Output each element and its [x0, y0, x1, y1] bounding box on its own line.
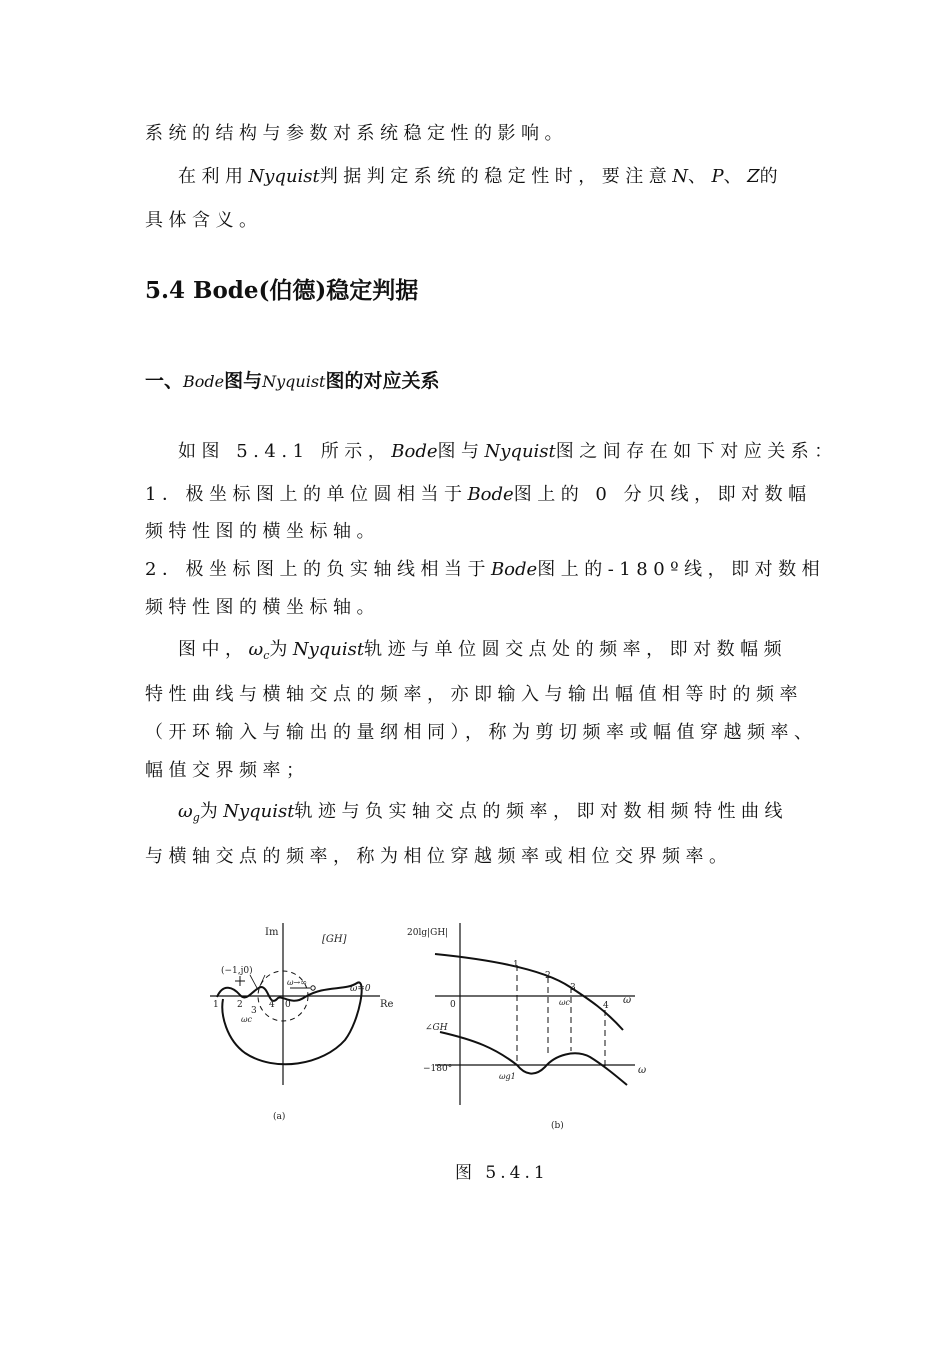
- separator: 、: [688, 166, 712, 187]
- magnitude-axis-label: 20lg|GH|: [407, 928, 449, 938]
- text-run: 2．极坐标图上的负实轴线相当于: [145, 559, 491, 580]
- text-run: 图与: [437, 441, 485, 462]
- symbol-n: N: [672, 166, 689, 187]
- term-bode: Bode: [490, 559, 538, 580]
- term-nyquist: Nyquist: [292, 639, 365, 660]
- text-run: 图上的 0 分贝线，即对数幅: [513, 484, 812, 505]
- term-nyquist: Nyquist: [223, 801, 295, 822]
- symbol-omega: ω: [178, 801, 193, 822]
- minus-180-label: −180°: [423, 1064, 453, 1074]
- nyquist-plot: [210, 923, 380, 1085]
- term-nyquist: Nyquist: [248, 166, 320, 187]
- phase-axis-label: ∠GH: [425, 1023, 448, 1033]
- bode-point-4: 4: [603, 1001, 609, 1011]
- bode-point-3: 3: [570, 983, 576, 993]
- caption-b: (b): [551, 1121, 564, 1131]
- subscript: c: [263, 649, 270, 662]
- infinity-end: [311, 986, 315, 990]
- bode-point-1: 1: [513, 960, 519, 970]
- subsection-title: [145, 366, 440, 393]
- list-item-line: 频特性图的横坐标轴。: [145, 597, 380, 618]
- subscript: g: [192, 811, 200, 824]
- text-run: 轨迹与单位圆交点处的频率，即对数幅频: [364, 639, 788, 660]
- text-run: 一、: [145, 370, 184, 392]
- critical-point-label: (−1,j0): [221, 966, 253, 976]
- paragraph-line: [178, 800, 788, 830]
- wc-label-b: ωc: [559, 998, 571, 1007]
- text-run: 如图 5.4.1 所示，: [178, 441, 392, 462]
- im-label: Im: [265, 927, 279, 938]
- text-run: 1．极坐标图上的单位圆相当于: [145, 484, 468, 505]
- symbol-z: Z: [747, 166, 760, 187]
- callout-line: [259, 975, 265, 988]
- paragraph-line: 具体含义。: [145, 210, 263, 231]
- nyquist-curve: [217, 982, 362, 1064]
- re-label: Re: [380, 999, 394, 1010]
- text-run: 图中，: [178, 639, 249, 660]
- text-run: 轨迹与负实轴交点的频率，即对数相频特性曲线: [294, 801, 788, 822]
- text-run: 图的对应关系: [325, 370, 440, 392]
- point-2-label: 2: [237, 1000, 243, 1010]
- wc-label-a: ωc: [241, 1015, 253, 1024]
- zero-db-label: 0: [450, 1000, 456, 1010]
- paragraph-line: 系统的结构与参数对系统稳定性的影响。: [145, 123, 568, 144]
- text-run: 为: [199, 801, 224, 822]
- term-bode: Bode: [183, 372, 225, 391]
- omega-infinity-label: ω→∞: [287, 978, 307, 987]
- wg1-label: ωg1: [499, 1072, 516, 1081]
- list-item-line: 频特性图的横坐标轴。: [145, 521, 380, 542]
- bode-point-2: 2: [545, 971, 551, 981]
- paragraph-line: [178, 440, 838, 464]
- paragraph-line: [178, 638, 787, 668]
- text-run: 在利用: [178, 166, 249, 187]
- text-run: 判据判定系统的稳定性时，要注意: [319, 166, 673, 187]
- term-bode: Bode: [391, 441, 438, 462]
- text-run: 的: [759, 166, 784, 187]
- symbol-omega: ω: [248, 639, 264, 660]
- paragraph-line: 特性曲线与横轴交点的频率，亦即输入与输出幅值相等时的频率: [145, 684, 803, 705]
- list-item-line: [145, 558, 825, 582]
- figure-5-4-1: [195, 915, 655, 1145]
- paragraph-line: （开环输入与输出的量纲相同），称为剪切频率或幅值穿越频率、: [145, 722, 818, 743]
- section-title: 5.4 Bode(伯德)稳定判据: [145, 277, 419, 304]
- paragraph-line: 幅值交界频率；: [145, 760, 310, 781]
- text-run: 图与: [224, 370, 263, 392]
- figure-caption: 图 5.4.1: [455, 1163, 549, 1183]
- gh-label: [GH]: [322, 934, 347, 945]
- callout-line: [250, 975, 257, 988]
- point-3-label: 3: [251, 1006, 257, 1016]
- magnitude-curve: [435, 954, 623, 1030]
- paragraph-line: [178, 165, 783, 189]
- bode-plot: [435, 923, 635, 1105]
- text-run: 为: [269, 639, 293, 660]
- text-run: 图上的-180º线，即对数相: [537, 559, 826, 580]
- term-bode: Bode: [467, 484, 514, 505]
- separator: 、: [723, 166, 748, 187]
- term-nyquist: Nyquist: [262, 372, 326, 391]
- term-nyquist: Nyquist: [484, 441, 556, 462]
- omega-zero-label: ω=0: [350, 984, 371, 994]
- point-4-label: 4: [269, 1000, 275, 1010]
- phase-curve: [440, 1032, 627, 1085]
- omega-label-top: ω: [623, 995, 632, 1006]
- paragraph-line: 与横轴交点的频率，称为相位穿越频率或相位交界频率。: [145, 846, 733, 867]
- text-run: 图之间存在如下对应关系：: [555, 441, 838, 462]
- caption-a: (a): [273, 1112, 286, 1122]
- omega-label-bottom: ω: [638, 1065, 647, 1076]
- list-item-line: [145, 483, 812, 507]
- point-1-label: 1: [213, 1000, 219, 1010]
- symbol-p: P: [711, 166, 724, 187]
- origin-label: 0: [285, 1000, 291, 1010]
